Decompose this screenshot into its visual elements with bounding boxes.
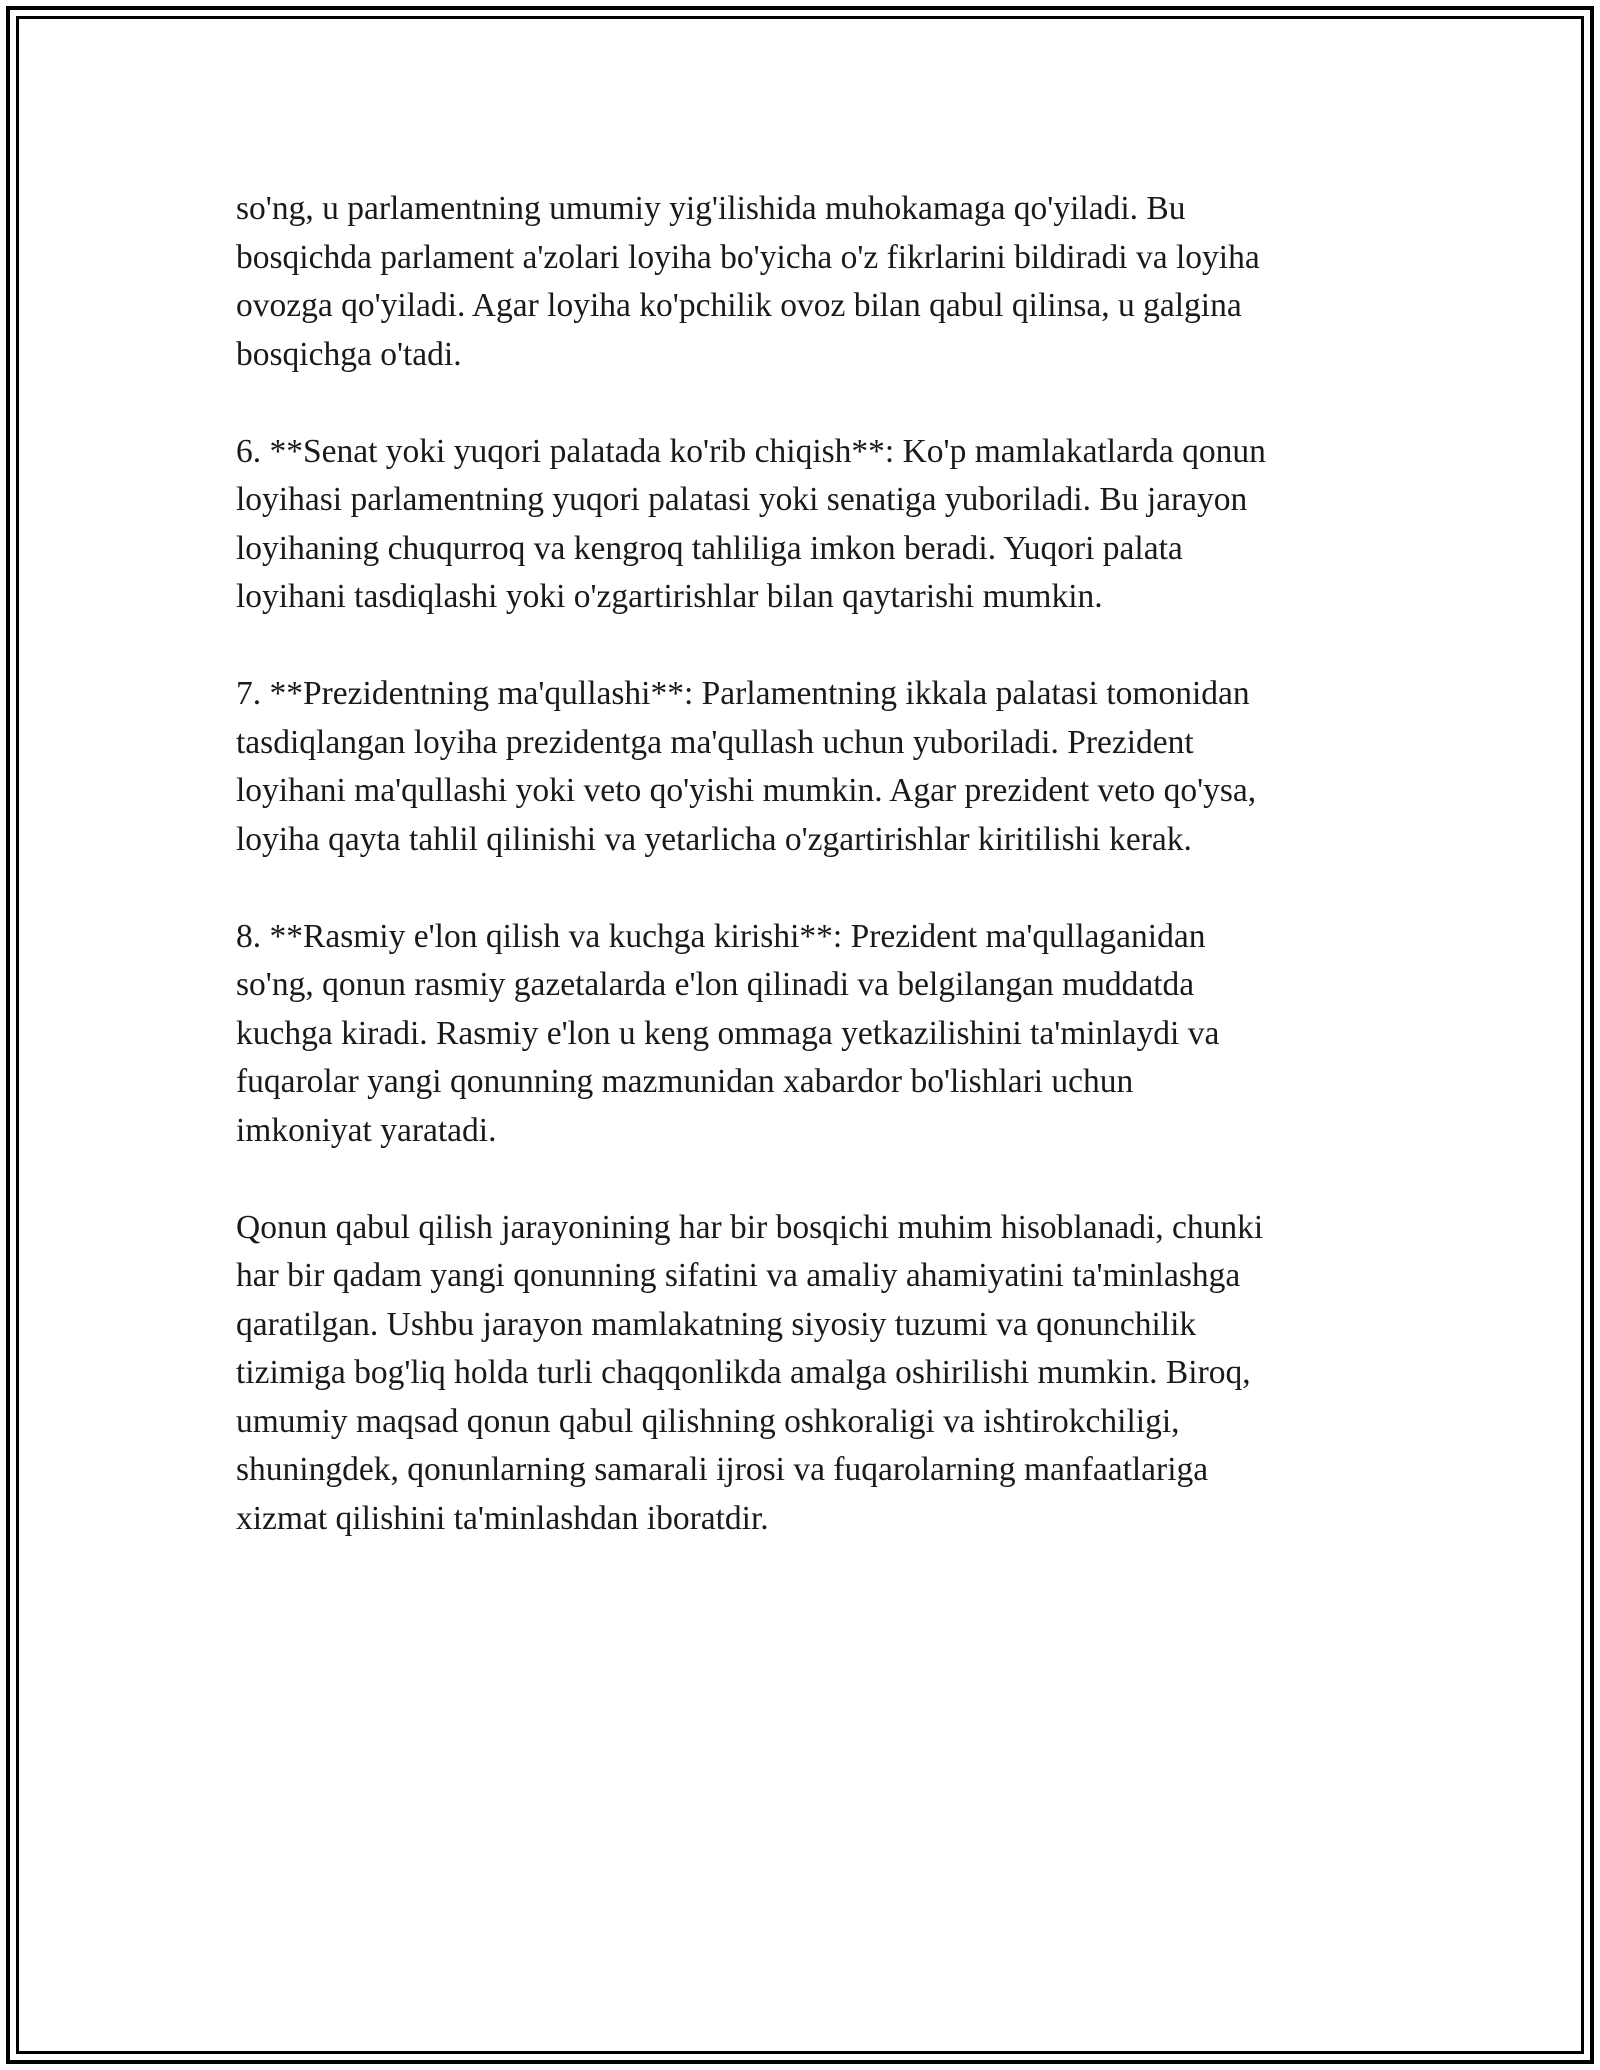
paragraph-step-8-official-publication: 8. **Rasmiy e'lon qilish va kuchga kirishi**: Prezident ma'qullaganidan so'ng, qonun rasmiy gazetalarda e'lon qilinadi va belgilangan muddatda kuchga kiradi. Rasmiy e'lon u keng ommaga yetkazilishini ta'minlaydi va fuqarolar yangi qonunning mazmunidan xabardor bo'lishlari uchun imkoniyat yaratadi. [236,917,1220,1149]
paragraph-step-6-senate-review: 6. **Senat yoki yuqori palatada ko'rib chiqish**: Ko'p mamlakatlarda qonun loyihasi parlamentning yuqori palatasi yoki senatiga yuboriladi. Bu jarayon loyihaning chuqurroq va kengroq tahliliga imkon beradi. Yuqori palata loyihani tasdiqlashi yoki o'zgartirishlar bilan qaytarishi mumkin. [236,432,1266,615]
paragraph-step-7-presidential-approval: 7. **Prezidentning ma'qullashi**: Parlamentning ikkala palatasi tomonidan tasdiqlangan loyiha prezidentga ma'qullash uchun yuboriladi. Prezident loyihani ma'qullashi yoki veto qo'yishi mumkin. Agar prezident veto qo'ysa, loyiha qayta tahlil qilinishi va yetarlicha o'zgartirishlar kiritilishi kerak. [236,675,1257,858]
paragraph-continuation: so'ng, u parlamentning umumiy yig'ilishida muhokamaga qo'yiladi. Bu bosqichda parlament a'zolari loyiha bo'yicha o'z fikrlarini bildiradi va loyiha ovozga qo'yiladi. Agar loyiha ko'pchilik ovoz bilan qabul qilinsa, u galgina bosqichga o'tadi. [236,190,1260,373]
document-body [236,185,1386,1592]
paragraph-conclusion: Qonun qabul qilish jarayonining har bir bosqichi muhim hisoblanadi, chunki har bir qadam yangi qonunning sifatini va amaliy ahamiyatini ta'minlashga qaratilgan. Ushbu jarayon mamlakatning siyosiy tuzumi va qonunchilik tizimiga bog'liq holda turli chaqqonlikda amalga oshirilishi mumkin. Biroq, umumiy maqsad qonun qabul qilishning oshkoraligi va ishtirokchiligi, shuningdek, qonunlarning samarali ijrosi va fuqarolarning manfaatlariga xizmat qilishini ta'minlashdan iboratdir. [236,1208,1264,1537]
